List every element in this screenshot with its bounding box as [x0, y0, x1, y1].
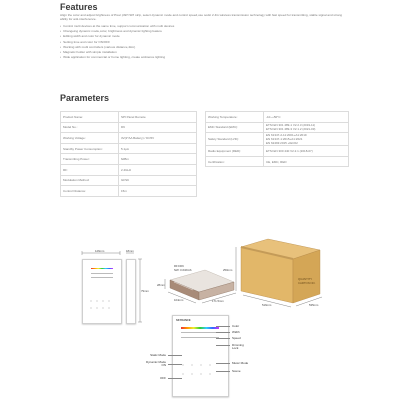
callout-line [216, 345, 230, 346]
callout-line [216, 326, 230, 327]
remote-button [191, 373, 193, 375]
scene-button [209, 373, 211, 375]
list-item: • Setting time and color for ON/OFF [60, 40, 350, 45]
param-value: D9 [119, 122, 197, 133]
list-item: • Changeing dynamic mode,color, brightness and dynamic lighting feature [60, 29, 350, 34]
carton-width-label: 535mm [309, 303, 319, 307]
param-value: GFSK [119, 175, 197, 186]
param-value: 3V(2*AA Battery) / DC5V [119, 133, 197, 144]
package-width-label: 171.5mm [212, 299, 224, 303]
color-strip [181, 327, 219, 329]
param-key: Control Distance: [61, 186, 119, 197]
width-strip [181, 332, 219, 333]
param-key: Transmitting Power: [61, 154, 119, 165]
param-key: Radio Equipment (RED): [206, 146, 264, 157]
carton-depth-label: 516mm [262, 303, 272, 307]
param-value: 5.1μA [119, 143, 197, 154]
param-value: EN 61347-1:2015+A1:2021 [266, 137, 303, 142]
package-label-line1: RF:D09 [174, 264, 184, 268]
package-height-label: 28mm [157, 283, 165, 287]
param-value: 15m [119, 186, 197, 197]
static-mode-button [182, 364, 184, 366]
dynamic-mode-button [182, 373, 184, 375]
remote-button [200, 364, 202, 366]
param-key: Model No.: [61, 122, 119, 133]
callout-line [168, 355, 182, 356]
param-key: Product Name: [61, 112, 119, 123]
param-value: EN 61347-2-11:2001+A1:2019 [266, 133, 307, 138]
param-key: RF: [61, 164, 119, 175]
carton-label1: QUANTITY [298, 277, 313, 281]
brand-logo: SKYDANCE [176, 319, 191, 322]
param-key: Working Temperature: [206, 112, 264, 123]
carton-height-label: 250mm [223, 268, 233, 272]
remote-depth-label: 18mm [126, 249, 134, 253]
remote-button [191, 364, 193, 366]
param-key: Working Voltage: [61, 133, 119, 144]
package-depth-label: 104mm [174, 298, 184, 302]
param-value: EN 62493:2015 +IEC62 [266, 141, 298, 146]
param-value: 6dBm [119, 154, 197, 165]
param-value: SPI Panel Remote [119, 112, 197, 123]
remote-width-label: 126mm [95, 249, 105, 253]
callout-line [216, 363, 230, 364]
carton-label2: CARTON NO. [298, 281, 316, 285]
list-item: • Wide application for commercial or home lighting, create ambience lighting [60, 55, 350, 60]
list-item: • Control multi devices at the same time, support communication with multi devices [60, 24, 350, 29]
param-value: ETSI EN 301 489-3 V2.1.2 (2021-03) [266, 127, 316, 132]
features-intro: Align the color and adjust brightness of Pixel pSPI SPI strip, select dynamic mode and control speed,use sodic 2.4G wireless transmission technology with fast speed for transmitting, stable signal and strong ability for anti-interference. [60, 13, 343, 22]
remote-button [209, 364, 211, 366]
callout-dynamic-mode-on: Dynamic Mode ON [145, 360, 166, 367]
package-label-line2: NW: 0.64KGS [174, 268, 192, 272]
parameters-title: Parameters [60, 93, 110, 103]
param-value: ETSI EN 301 489-1 V2.2.3 (2019-11) [266, 123, 316, 128]
param-value: 2.4GHz [119, 164, 197, 175]
param-key: Certification: [206, 156, 264, 167]
list-item: • Working with multi controllers (various distance,4km) [60, 45, 350, 50]
callout-width: Width [232, 330, 240, 334]
callout-color: Color [232, 324, 240, 328]
speed-strip [181, 337, 219, 338]
callout-dimming-lock: Dimming Lock [232, 343, 244, 350]
remote-diagram [172, 315, 229, 397]
remote-button [200, 373, 202, 375]
callout-scene: Scene [232, 369, 241, 373]
callout-line [216, 371, 230, 372]
param-key: EMC Standard (EMC): [206, 122, 264, 133]
param-key: Safety Standard (LVD): [206, 133, 264, 146]
param-key: Modulation Method: [61, 175, 119, 186]
callout-line [168, 378, 182, 379]
callout-line [216, 338, 230, 339]
callout-line [216, 332, 230, 333]
param-value: -10~+50°C [266, 114, 281, 119]
list-item: • Editing width and color for dynamic mode [60, 34, 350, 39]
callout-off: OFF [160, 376, 166, 380]
callout-music-mode: Music Mode [232, 361, 249, 365]
param-value: ETSI EN 300 440 V2.2.1 (2018-07) [266, 148, 313, 153]
param-key: Standby Power Consumption: [61, 143, 119, 154]
list-item: • Magnetic holder with simple installation [60, 50, 350, 55]
callout-speed: Speed [232, 336, 241, 340]
param-value: CE, EMC, RED [266, 159, 287, 164]
remote-height-label: 79mm [141, 289, 149, 293]
callout-line [168, 364, 182, 365]
features-title: Features [60, 2, 98, 12]
callout-static-mode: Static Mode [150, 353, 166, 357]
